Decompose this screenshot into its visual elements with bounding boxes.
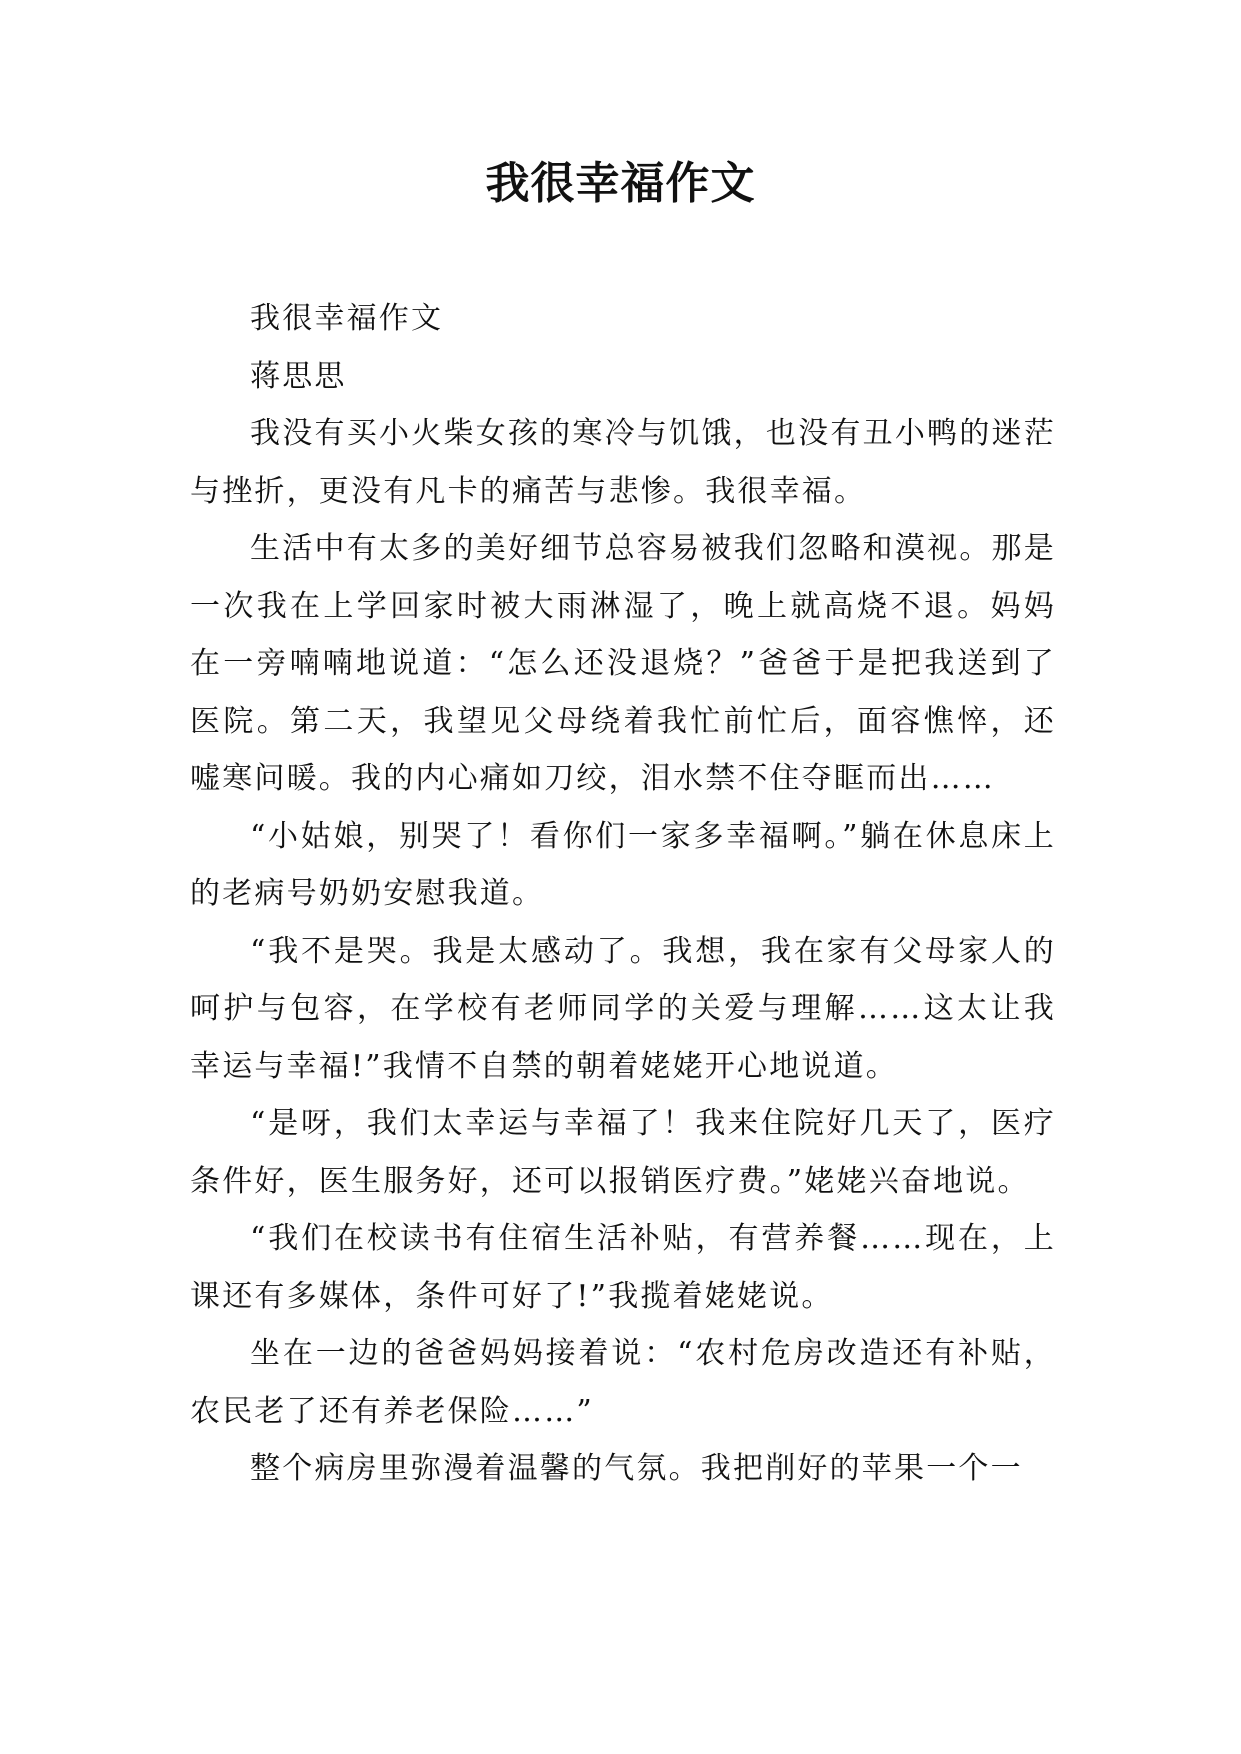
paragraph: “是呀，我们太幸运与幸福了！我来住院好几天了，医疗条件好，医生服务好，还可以报销医疗费。”姥姥兴奋地说。 (190, 1106, 1056, 1199)
paragraph: “小姑娘，别哭了！看你们一家多幸福啊。”躺在休息床上的老病号奶奶安慰我道。 (190, 818, 1056, 911)
paragraph: 整个病房里弥漫着温馨的气氛。我把削好的苹果一个一 (250, 1451, 1023, 1486)
paragraph-author: 蒋思思 (250, 358, 347, 394)
paragraph: 我没有买小火柴女孩的寒冷与饥饿，也没有丑小鸭的迷茫与挫折，更没有凡卡的痛苦与悲惨。我很幸福。 (190, 416, 1056, 509)
paragraph-essay-title: 我很幸福作文 (250, 301, 444, 336)
essay-body (190, 290, 1056, 1498)
paragraph: 生活中有太多的美好细节总容易被我们忽略和漠视。那是一次我在上学回家时被大雨淋湿了，晚上就高烧不退。妈妈在一旁喃喃地说道：“怎么还没退烧？”爸爸于是把我送到了医院。第二天，我望见父母绕着我忙前忙后，面容憔悴，还嘘寒问暖。我的内心痛如刀绞，泪水禁不住夺眶而出…… (190, 531, 1056, 796)
paragraph: 坐在一边的爸爸妈妈接着说：“农村危房改造还有补贴，农民老了还有养老保险……” (190, 1336, 1056, 1429)
paragraph: “我不是哭。我是太感动了。我想，我在家有父母家人的呵护与包容，在学校有老师同学的关爱与理解……这太让我幸运与幸福!”我情不自禁的朝着姥姥开心地说道。 (190, 933, 1056, 1084)
document-title: 我很幸福作文 (485, 158, 756, 209)
paragraph: “我们在校读书有住宿生活补贴，有营养餐……现在，上课还有多媒体，条件可好了!”我揽着姥姥说。 (190, 1221, 1056, 1314)
